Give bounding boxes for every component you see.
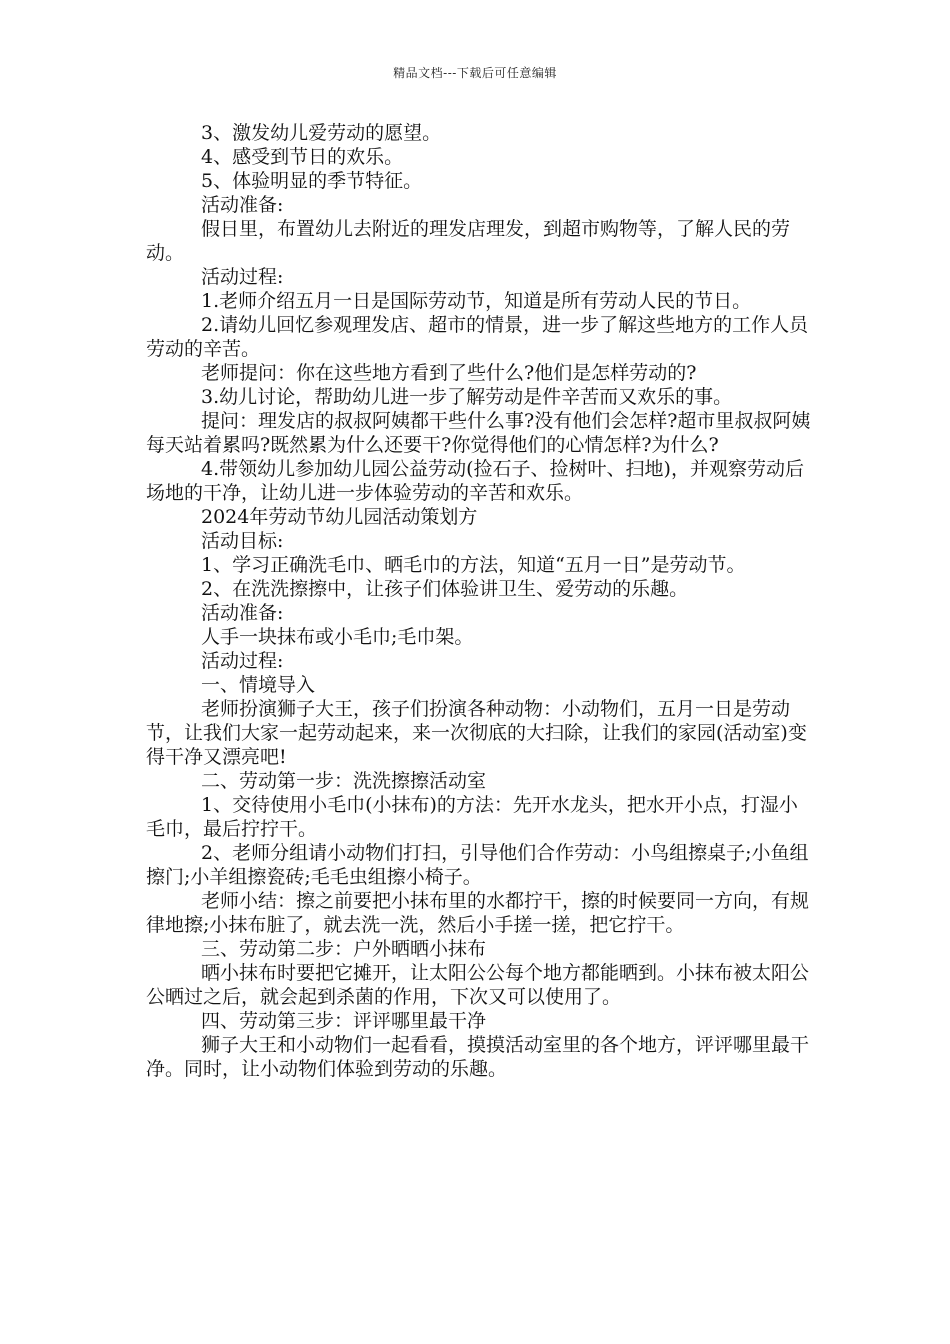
paragraph: 1、学习正确洗毛巾、晒毛巾的方法，知道“五月一日”是劳动节。 xyxy=(201,554,746,576)
paragraph: 3.幼儿讨论，帮助幼儿进一步了解劳动是件辛苦而又欢乐的事。 xyxy=(201,386,733,408)
paragraph: 2、在洗洗擦擦中，让孩子们体验讲卫生、爱劳动的乐趣。 xyxy=(201,578,689,600)
paragraph: 提问：理发店的叔叔阿姨都干些什么事?没有他们会怎样?超市里叔叔阿姨每天站着累吗?既然累为什么还要干?你觉得他们的心情怎样?为什么? xyxy=(146,410,811,456)
paragraph: 1、交待使用小毛巾(小抹布)的方法：先开水龙头，把水开小点，打湿小毛巾，最后拧拧干。 xyxy=(146,794,798,840)
sub-heading: 一、情境导入 xyxy=(201,674,316,696)
paragraph: 老师小结：擦之前要把小抹布里的水都拧干，擦的时候要同一方向，有规律地擦;小抹布脏了，就去洗一洗，然后小手搓一搓，把它拧干。 xyxy=(146,890,810,936)
paragraph: 人手一块抹布或小毛巾;毛巾架。 xyxy=(201,626,474,648)
section-heading: 活动准备: xyxy=(201,602,284,624)
paragraph: 2.请幼儿回忆参观理发店、超市的情景，进一步了解这些地方的工作人员劳动的辛苦。 xyxy=(146,314,809,360)
sub-heading: 三、劳动第二步：户外晒晒小抹布 xyxy=(201,938,487,960)
section-heading: 活动准备: xyxy=(201,194,284,216)
paragraph: 4.带领幼儿参加幼儿园公益劳动(捡石子、捡树叶、扫地)，并观察劳动后场地的干净，让幼儿进一步体验劳动的辛苦和欢乐。 xyxy=(146,458,804,504)
paragraph: 5、体验明显的季节特征。 xyxy=(201,170,423,192)
page-header: 精品文档---下载后可任意编辑 xyxy=(393,66,557,80)
sub-heading: 四、劳动第三步：评评哪里最干净 xyxy=(201,1010,487,1032)
paragraph: 老师扮演狮子大王，孩子们扮演各种动物：小动物们，五月一日是劳动节，让我们大家一起劳动起来，来一次彻底的大扫除，让我们的家园(活动室)变得干净又漂亮吧! xyxy=(146,698,807,768)
document-body xyxy=(146,121,816,1081)
section-heading: 活动过程: xyxy=(201,266,284,288)
paragraph: 狮子大王和小动物们一起看看，摸摸活动室里的各个地方，评评哪里最干净。同时，让小动物们体验到劳动的乐趣。 xyxy=(146,1034,810,1080)
paragraph: 4、感受到节日的欢乐。 xyxy=(201,146,404,168)
section-title: 2024年劳动节幼儿园活动策划方 xyxy=(201,506,478,528)
paragraph: 老师提问：你在这些地方看到了些什么?他们是怎样劳动的? xyxy=(201,362,697,384)
section-heading: 活动过程: xyxy=(201,650,284,672)
section-heading: 活动目标: xyxy=(201,530,284,552)
paragraph: 假日里，布置幼儿去附近的理发店理发，到超市购物等，了解人民的劳动。 xyxy=(146,218,791,264)
paragraph: 2、老师分组请小动物们打扫，引导他们合作劳动：小鸟组擦桌子;小鱼组擦门;小羊组擦瓷砖;毛毛虫组擦小椅子。 xyxy=(146,842,809,888)
sub-heading: 二、劳动第一步：洗洗擦擦活动室 xyxy=(201,770,487,792)
paragraph: 3、激发幼儿爱劳动的愿望。 xyxy=(201,122,442,144)
paragraph: 1.老师介绍五月一日是国际劳动节，知道是所有劳动人民的节日。 xyxy=(201,290,752,312)
paragraph: 晒小抹布时要把它摊开，让太阳公公每个地方都能晒到。小抹布被太阳公公晒过之后，就会起到杀菌的作用，下次又可以使用了。 xyxy=(146,962,810,1008)
